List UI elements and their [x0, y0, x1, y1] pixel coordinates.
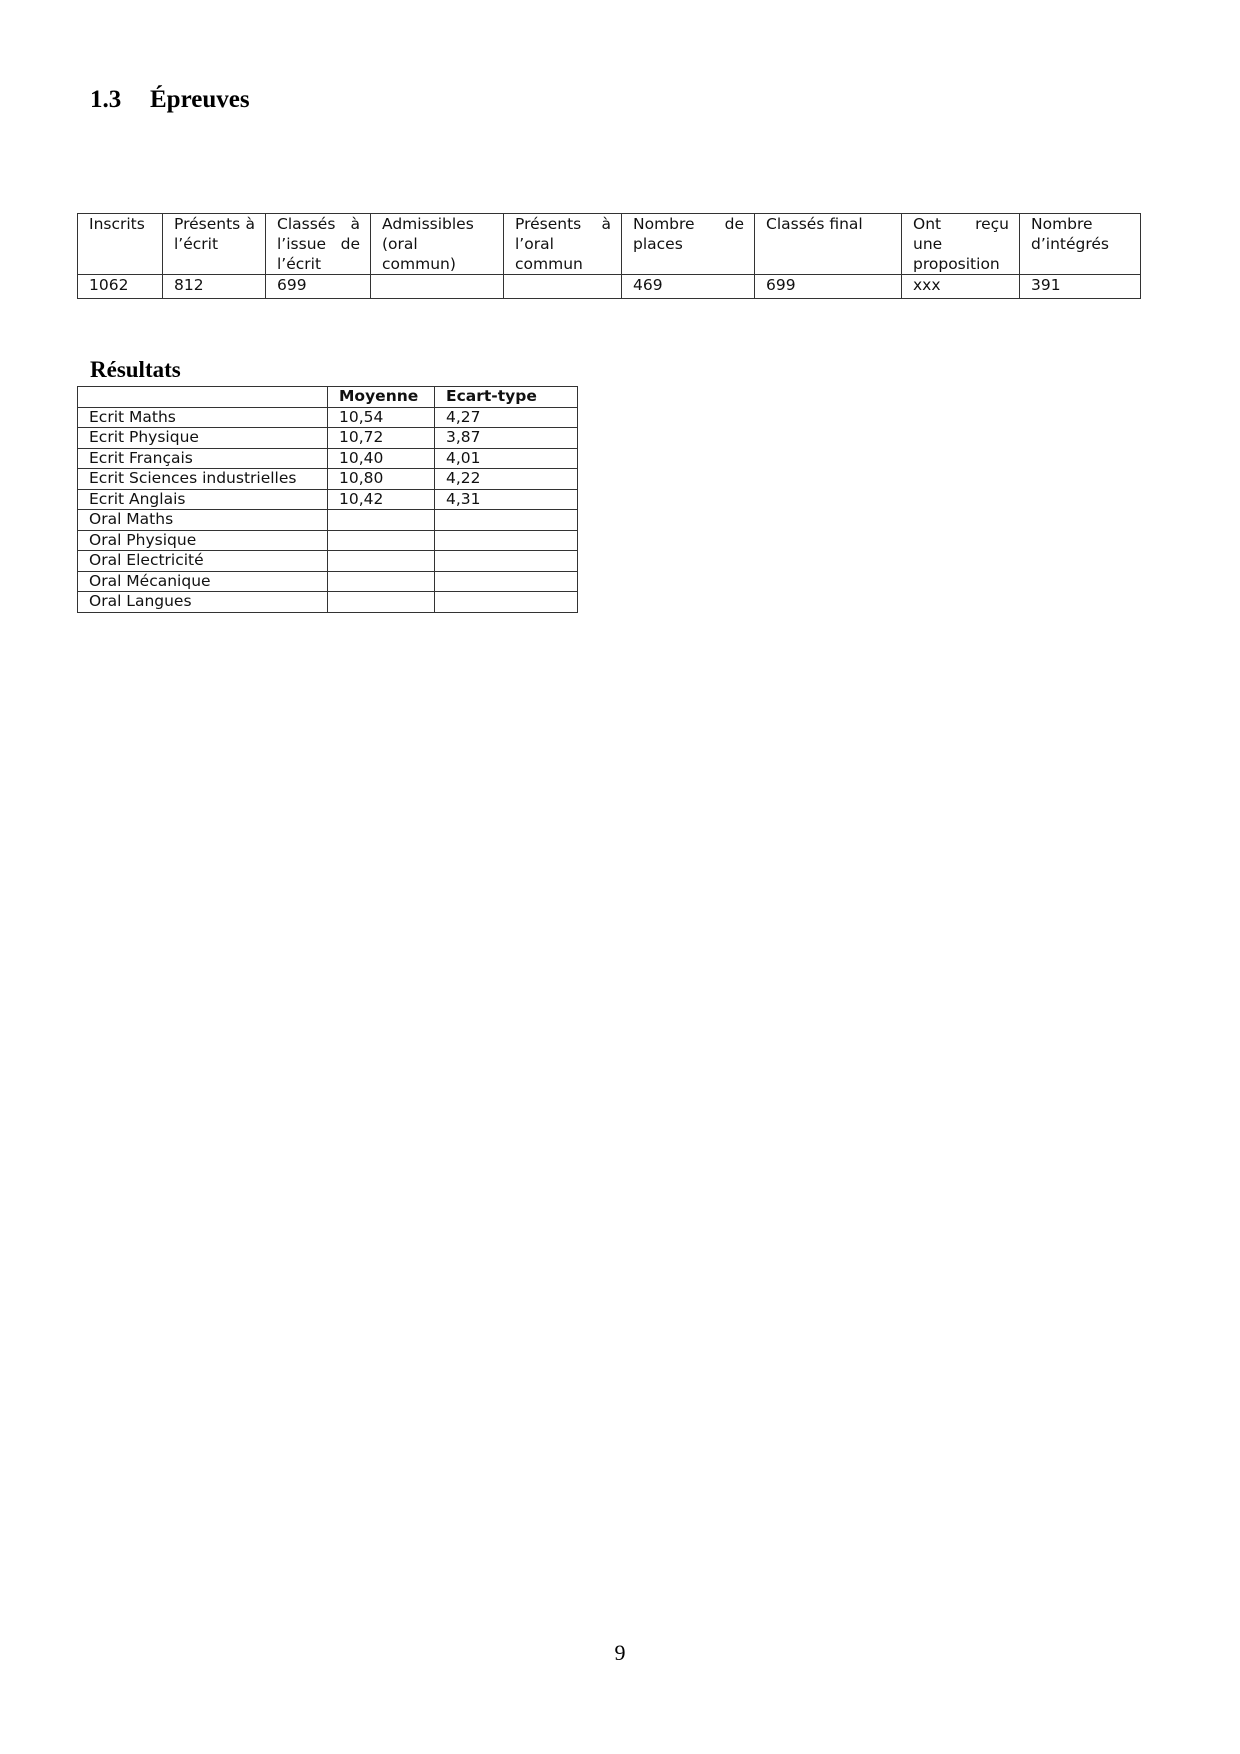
row-label: Ecrit Physique	[78, 428, 328, 449]
table-row	[78, 489, 578, 510]
row-label: Oral Electricité	[78, 551, 328, 572]
row-moyenne: 10,42	[328, 489, 435, 510]
row-moyenne: 10,54	[328, 407, 435, 428]
section-number: 1.3	[90, 86, 122, 113]
stats-value-row	[78, 275, 1141, 299]
row-label: Oral Langues	[78, 592, 328, 613]
row-label: Ecrit Français	[78, 448, 328, 469]
value-cell-inscrits: 1062	[78, 275, 163, 299]
results-table	[77, 386, 578, 613]
results-header-empty	[78, 387, 328, 408]
row-moyenne	[328, 551, 435, 572]
header-cell-presents-ecrit: Présents à l’écrit	[163, 214, 266, 275]
row-ecart-type: 4,31	[435, 489, 578, 510]
table-row	[78, 448, 578, 469]
results-title: Résultats	[90, 357, 181, 382]
row-moyenne	[328, 510, 435, 531]
value-cell-integres: 391	[1020, 275, 1141, 299]
row-label: Ecrit Maths	[78, 407, 328, 428]
candidates-stats-table	[77, 213, 1141, 299]
table-row	[78, 571, 578, 592]
value-cell-presents-oral	[504, 275, 622, 299]
value-cell-presents-ecrit: 812	[163, 275, 266, 299]
value-cell-classes-final: 699	[755, 275, 902, 299]
header-cell-presents-oral: Présents à l’oral commun	[504, 214, 622, 275]
row-ecart-type: 4,01	[435, 448, 578, 469]
header-cell-admissibles: Admissibles (oral commun)	[371, 214, 504, 275]
results-header-ecart-type: Ecart-type	[435, 387, 578, 408]
row-ecart-type	[435, 592, 578, 613]
row-moyenne	[328, 571, 435, 592]
row-moyenne: 10,40	[328, 448, 435, 469]
value-cell-proposition: xxx	[902, 275, 1020, 299]
table-row	[78, 510, 578, 531]
value-cell-nombre-places: 469	[622, 275, 755, 299]
table-row	[78, 469, 578, 490]
page-number: 9	[614, 1640, 626, 1665]
value-cell-admissibles	[371, 275, 504, 299]
header-cell-inscrits: Inscrits	[78, 214, 163, 275]
row-moyenne	[328, 530, 435, 551]
row-label: Oral Maths	[78, 510, 328, 531]
table-row	[78, 551, 578, 572]
header-cell-integres: Nombre d’intégrés	[1020, 214, 1141, 275]
row-ecart-type	[435, 551, 578, 572]
table-row	[78, 407, 578, 428]
row-moyenne	[328, 592, 435, 613]
row-label: Ecrit Anglais	[78, 489, 328, 510]
section-title: Épreuves	[150, 86, 250, 113]
header-cell-proposition: Ont reçu une proposition	[902, 214, 1020, 275]
row-label: Ecrit Sciences industrielles	[78, 469, 328, 490]
row-ecart-type: 4,27	[435, 407, 578, 428]
row-ecart-type: 3,87	[435, 428, 578, 449]
row-ecart-type: 4,22	[435, 469, 578, 490]
row-ecart-type	[435, 510, 578, 531]
stats-header-row	[78, 214, 1141, 275]
row-label: Oral Physique	[78, 530, 328, 551]
row-ecart-type	[435, 571, 578, 592]
table-row	[78, 592, 578, 613]
results-header-row	[78, 387, 578, 408]
value-cell-classes-ecrit: 699	[266, 275, 371, 299]
row-label: Oral Mécanique	[78, 571, 328, 592]
header-cell-classes-final: Classés final	[755, 214, 902, 275]
table-row	[78, 530, 578, 551]
row-ecart-type	[435, 530, 578, 551]
table-row	[78, 428, 578, 449]
header-cell-classes-ecrit: Classés à l’issue de l’écrit	[266, 214, 371, 275]
row-moyenne: 10,72	[328, 428, 435, 449]
row-moyenne: 10,80	[328, 469, 435, 490]
results-header-moyenne: Moyenne	[328, 387, 435, 408]
header-cell-nombre-places: Nombre de places	[622, 214, 755, 275]
section-heading	[90, 86, 250, 114]
